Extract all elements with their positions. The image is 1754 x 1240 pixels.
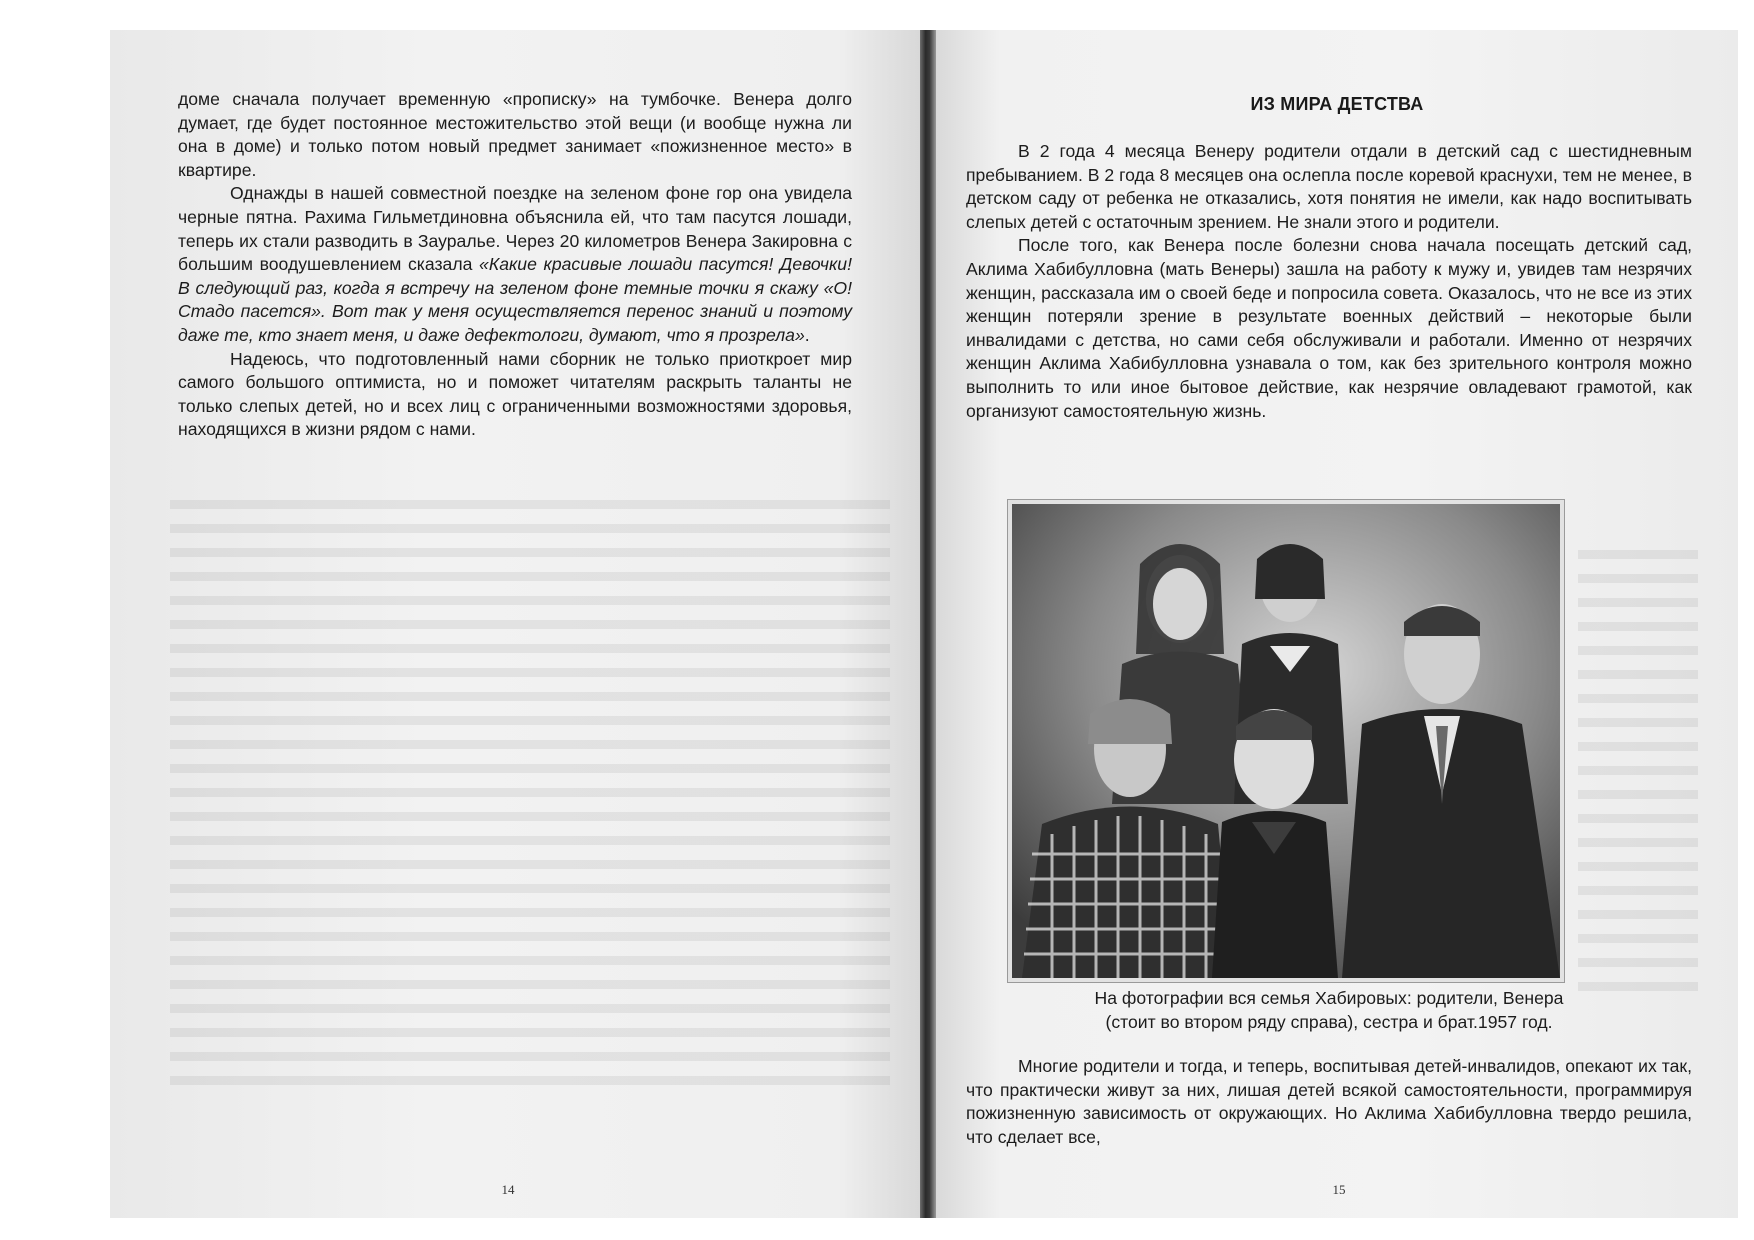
bleed-through-texture xyxy=(170,500,890,1098)
left-page xyxy=(110,30,920,1218)
page-number-left: 14 xyxy=(501,1182,515,1197)
book-spread xyxy=(110,30,1738,1218)
right-page-text-bottom xyxy=(966,1055,1692,1149)
right-page-text-top xyxy=(966,140,1692,423)
family-photo xyxy=(1008,500,1564,982)
right-page xyxy=(936,30,1738,1218)
paragraph-text: После того, как Венера после болезни снова начала посещать детский сад, Аклима Хабибулловна (мать Венеры) зашла на работу к мужу и, увидев там незрячих женщин, рассказала им о своей беде и попросила совета. Оказалось, что не все из этих женщин потеряли зрение в результате военных действий – некоторые были инвалидами с детства, но сами себя обслуживали и работали. Именно от незрячих женщин Аклима Хабибулловна узнавала о том, как без зрительного контроля можно выполнить то или иное бытовое действие, как незрячие овладевают грамотой, как организуют самостоятельную жизнь. xyxy=(966,235,1692,421)
paragraph-text: Однажды в нашей совместной поездке на зеленом фоне гор она увидела черные пятна. Рахима Гильметдиновна объяснила ей, что там пасутся лошади, теперь их стали разводить в Зауралье. Через 20 километров Венера Закировна с большим воодушевлением сказала xyxy=(178,183,852,275)
paragraph-text: . xyxy=(804,324,810,345)
photo-caption xyxy=(966,987,1692,1034)
photo-caption-line-1: На фотографии вся семья Хабировых: родители, Венера xyxy=(1094,988,1564,1008)
paragraph xyxy=(966,140,1692,234)
paragraph-text: доме сначала получает временную «прописку» на тумбочке. Венера долго думает, где будет постоянное местожительство этой вещи (и вообще нужна ли она в доме) и только потом новый предмет занимает «пожизненное место» в квартире. xyxy=(178,89,852,180)
chapter-heading: ИЗ МИРА ДЕТСТВА xyxy=(1250,94,1424,114)
paragraph-text: Многие родители и тогда, и теперь, воспитывая детей-инвалидов, опекают их так, что практически живут за них, лишая детей всякой самостоятельности, программируя пожизненную зависимость от окружающих. Но Аклима Хабибулловна твердо решила, что сделает все, xyxy=(966,1056,1692,1147)
left-page-text xyxy=(178,88,852,442)
paragraph xyxy=(178,348,852,442)
paragraph-text: Надеюсь, что подготовленный нами сборник не только приоткроет мир самого большого оптимиста, но и поможет читателям раскрыть таланты не только слепых детей, но и всех лиц с ограниченными возможностями здоровья, находящихся в жизни рядом с нами. xyxy=(178,348,852,440)
page-number-right: 15 xyxy=(1332,1182,1346,1197)
book-spine xyxy=(920,30,936,1218)
paragraph-text: В 2 года 4 месяца Венеру родители отдали в детский сад с шестидневным пребыванием. В 2 года 8 месяцев она ослепла после коревой краснухи, тем не менее, в детском саду от ребенка не отказались, хотя понятия не имели, как надо воспитывать слепых детей с остаточным зрением. Не знали этого и родители. xyxy=(966,141,1692,232)
paragraph xyxy=(178,182,852,347)
paragraph xyxy=(966,234,1692,423)
paragraph xyxy=(178,88,852,182)
bleed-through-texture-right xyxy=(1578,550,1698,998)
paragraph xyxy=(966,1055,1692,1149)
quote-text: «Какие красивые лошади пасутся! Девочки! В следующий раз, когда я встречу на зеленом фоне темные точки я скажу «О! Стадо пасется». Вот так у меня осуществляется перенос знаний и поэтому даже те, кто знает меня, и даже дефектологи, думают, что я прозрела» xyxy=(178,254,852,345)
photo-caption-line-2: (стоит во втором ряду справа), сестра и брат.1957 год. xyxy=(1105,1011,1553,1032)
family-photo-image xyxy=(1012,504,1560,978)
